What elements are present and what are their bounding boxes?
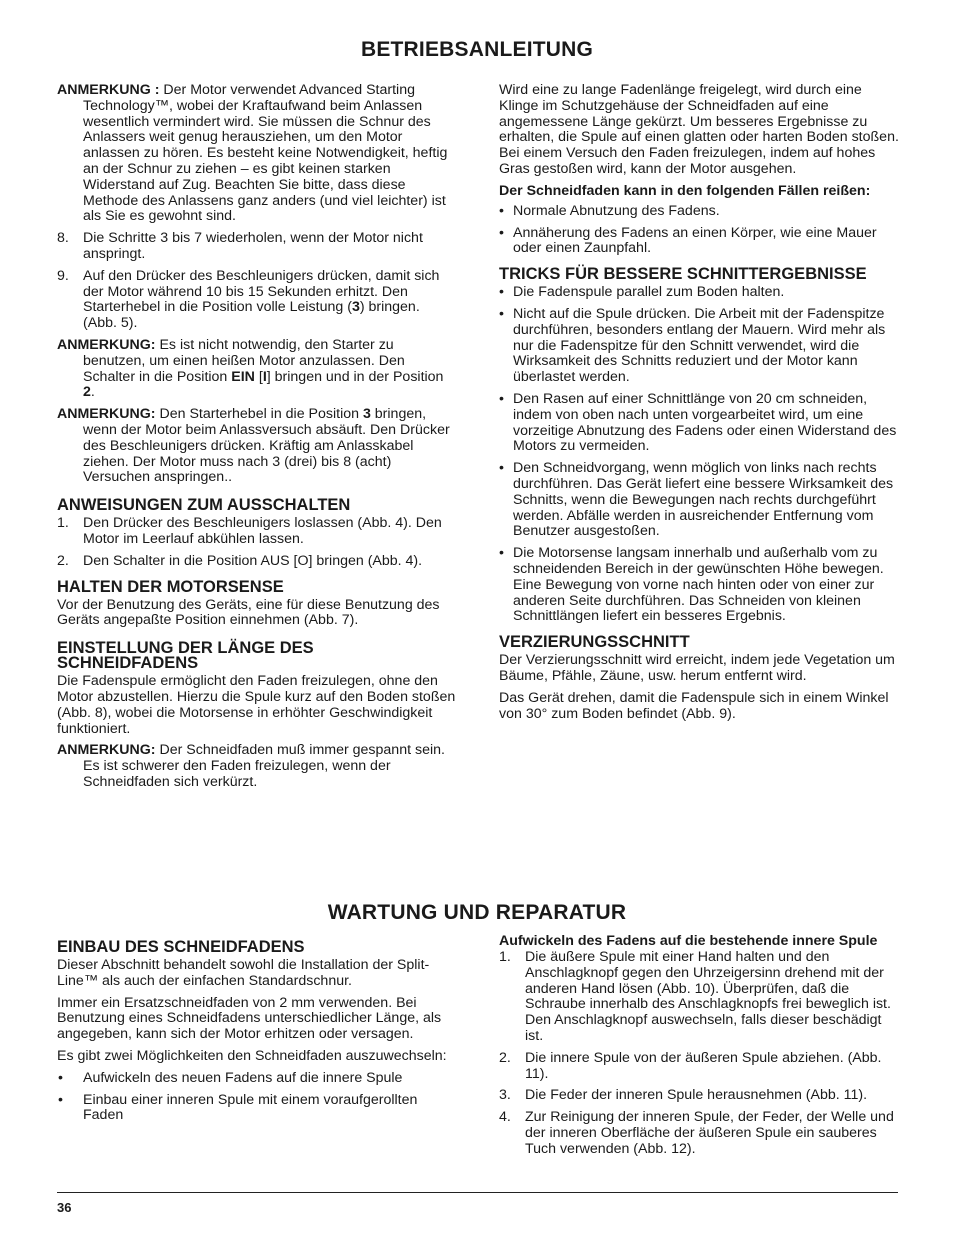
trimming-text-1: Der Verzierungsschnitt wird erreicht, indem jede Vegetation um Bäume, Pfähle, Zäune, usw. herum entfernt wird. [499,652,895,684]
list-item: • Den Schneidvorgang, wenn möglich von links nach rechts durchführen. Das Gerät liefert eine bessere Wirksamkeit des Schnitts, wenn die Bewegungen nach rechts durchgeführt werden. Abfälle werden in ausreichender Entfernung vom Benutzer ausgestoßen. [499,460,894,540]
page-number: 36 [57,1200,72,1215]
list-item: 2. Den Schalter in die Position AUS [O] bringen (Abb. 4). [57,552,423,569]
list-item: • Einbau einer inneren Spule mit einem voraufgerollten Faden [58,1091,418,1124]
list-item: • Den Rasen auf einer Schnittlänge von 20 cm schneiden, indem von oben nach unten vorgearbeitet wird, um eine vorzeitige Abnutzung des Fadens oder einen Widerstand des Motors zu vermeiden. [499,390,897,455]
install-text-2: Immer ein Ersatzschneidfaden von 2 mm verwenden. Bei Benutzung eines Schneidfadens unterschiedlicher Länge, als angegeben, kann sich der Motor erhitzen oder versagen. [57,994,442,1043]
heading-install-line: EINBAU DES SCHNEIDFADENS [57,938,305,956]
heading-line-break: Der Schneidfaden kann in den folgenden Fällen reißen: [499,182,871,199]
list-item: 1. Den Drücker des Beschleunigers loslassen (Abb. 4). Den Motor im Leerlauf abkühlen lassen. [57,515,442,547]
tricks-list [499,285,899,625]
list-item: • Nicht auf die Spule drücken. Die Arbeit mit der Fadenspitze durchführen, besonders entlang der Mauern. Wird mehr als nur die Fadenspitze für den Schnitt verwendet, wird die Wirksamkeit des Schnitts reduziert und der Motor kann überlastet werden. [499,305,886,386]
note-hot-engine: ANMERKUNG: Es ist nicht notwendig, den Starter zu benutzen, um einen heißen Motor anzulassen. Den Schalter in die Position EIN [I] bringen und in der Position 2. [57,336,444,401]
shutdown-steps-list [57,516,457,569]
heading-shutdown: ANWEISUNGEN ZUM AUSSCHALTEN [57,496,351,515]
note-advanced-starting: ANMERKUNG : Der Motor verwendet Advanced Starting Technology™, wobei der Kraftaufwand beim Anlassen wesentlich vermindert wird. Sie müssen die Schnur des Anlassers weit genug herausziehen, um den Motor anlassen zu hören. Es besteht keine Notwendigkeit, heftig an der Schnur zu ziehen – es gibt keinen starken Widerstand auf Zug. Beachten Sie bitte, dass diese Methode des Anlassens ganz anders (und viel leichter) ist als Sie es gewohnt sind. [57,82,448,225]
heading-trimming: VERZIERUNGSSCHNITT [499,633,690,652]
trimming-text-2: Das Gerät drehen, damit die Fadenspule sich in einem Winkel von 30° zum Boden befindet (Abb. 9). [499,689,889,722]
maintenance-left-column [57,940,457,1130]
list-item: • Aufwickeln des neuen Fadens auf die innere Spule [58,1069,403,1086]
note-line-tension: ANMERKUNG: Der Schneidfaden muß immer gespannt sein. Es ist schwerer den Faden freizulegen, wenn der Schneidfaden sich verkürzt. [57,742,445,790]
line-cut-intro: Wird eine zu lange Fadenlänge freigelegt, wird durch eine Klinge im Schutzgehäuse der Schneidfaden auf eine angemessene Länge gekürzt. Um besseres Ergebnisse zu erhalten, die Spule auf einen glatten oder harten Boden stoßen. Bei einem Versuch den Faden freizulegen, indem auf hohes Gras gestoßen wird, kann der Motor ausgehen. [499,82,899,177]
list-item: 4. Zur Reinigung der inneren Spule, der Feder, der Welle und der inneren Oberfläche der äußeren Spule ein sauberes Tuch verwenden (Abb. 12). [499,1109,894,1157]
list-item: • Die Fadenspule parallel zum Boden halten. [499,284,785,301]
line-length-text: Die Fadenspule ermöglicht den Faden freizulegen, ohne den Motor abzustellen. Hierzu die Spule kurz auf den Boden stoßen (Abb. 8), wobei die Motorsense in erhöhter Geschwindigkeit funktioniert. [57,673,456,737]
footer-divider [57,1192,898,1193]
install-text-3: Es gibt zwei Möglichkeiten den Schneidfaden auszuwechseln: [57,1047,447,1064]
section-title-operation: BETRIEBSANLEITUNG [360,38,594,61]
maintenance-right-column [499,934,899,1164]
heading-tricks: TRICKS FÜR BESSERE SCHNITTERGEBNISSE [499,265,867,284]
list-item: 2. Die innere Spule von der äußeren Spule abziehen. (Abb. 11). [499,1049,882,1082]
holding-text: Vor der Benutzung des Geräts, eine für diese Benutzung des Geräts angepaßte Position einnehmen (Abb. 7). [57,596,440,629]
heading-line-length: EINSTELLUNG DER LÄNGE DES SCHNEIDFADENS [57,639,314,673]
install-text-1: Dieser Abschnitt behandelt sowohl die Installation der Split-Line™ als auch der einfachen Standardschnur. [57,957,430,989]
list-item: 3. Die Feder der inneren Spule herausnehmen (Abb. 11). [499,1087,868,1104]
rewind-steps-list [499,950,899,1158]
start-steps-list [57,231,457,332]
section-title-maintenance: WARTUNG UND REPARATUR [327,901,627,924]
heading-rewind-line: Aufwickeln des Fadens auf die bestehende innere Spule [499,933,878,949]
list-item: 9. Auf den Drücker des Beschleunigers drücken, damit sich der Motor während 10 bis 15 Sekunden erhitzt. Den Starterhebel in die Position volle Leistung (3) bringen. (Abb. 5). [57,267,440,332]
list-item: • Annäherung des Fadens an einen Körper, wie eine Mauer oder einen Zaunpfahl. [499,224,877,257]
list-item: • Normale Abnutzung des Fadens. [499,202,720,219]
list-item: 8. Die Schritte 3 bis 7 wiederholen, wenn der Motor nicht anspringt. [57,230,423,262]
list-item: 1. Die äußere Spule mit einer Hand halten und den Anschlagknopf gegen den Uhrzeigersinn drehend mit der anderen Hand lösen (Abb. 10). Überprüfen, daß die Schraube innerhalb des Anschlagknopfs frei beweglich ist. Den Anschlagknopf auswechseln, falls dieser beschädigt ist. [499,949,891,1044]
install-options-list [57,1071,457,1124]
note-flooded-engine: ANMERKUNG: Den Starterhebel in die Position 3 bringen, wenn der Motor beim Anlassversuch absäuft. Den Drücker des Beschleunigers drücken. Kräftig am Anlasskabel ziehen. Der Motor muss nach 3 (drei) bis 8 (acht) Versuchen anspringen.. [57,406,450,486]
list-item: • Die Motorsense langsam innerhalb und außerhalb vom zu schneidenden Bereich in der gewünschten Höhe bewegen. Eine Bewegung von vorne nach hinten oder von einer zur anderen Seite durchführen. Das Schneiden von kleinen Schnittlängen liefert ein besseres Ergebnis. [499,545,884,625]
line-break-list [499,204,899,257]
operation-left-column [57,83,457,797]
heading-holding: HALTEN DER MOTORSENSE [57,577,284,596]
operation-right-column [499,83,899,728]
